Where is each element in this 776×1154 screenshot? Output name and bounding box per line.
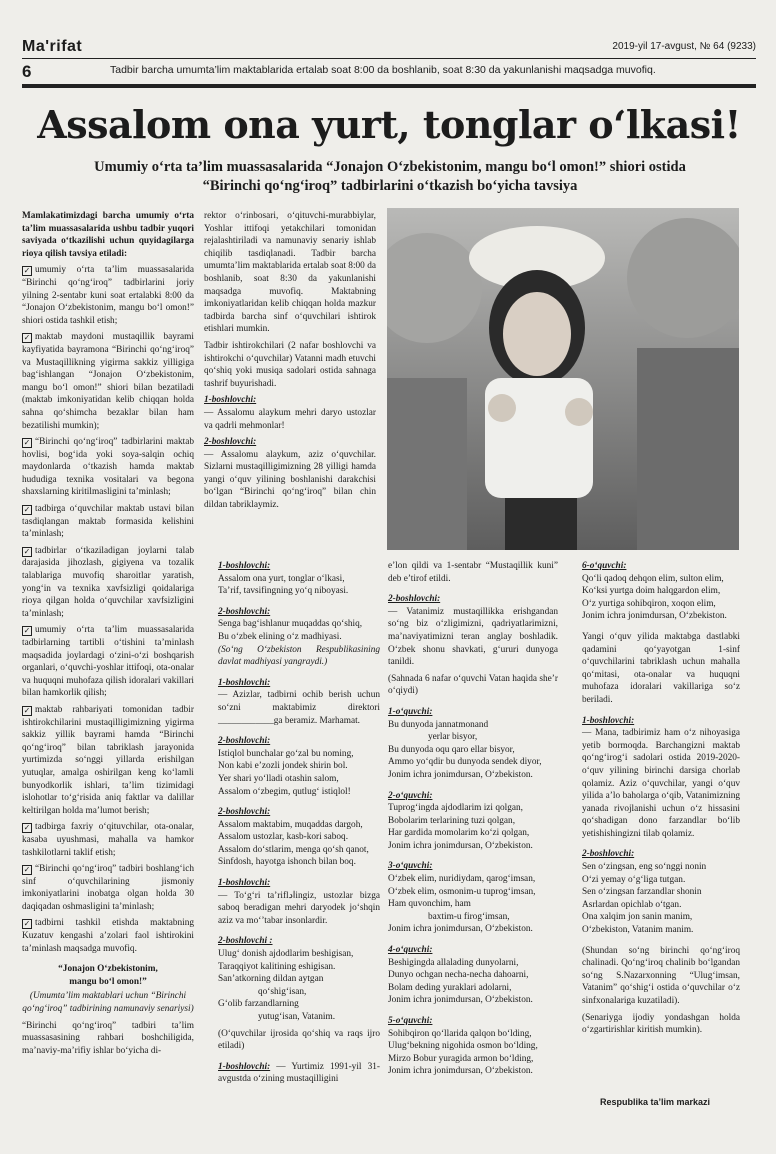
list-item-text: “Birinchi qo‘ng‘iroq” tadbiri boshlang‘ich sinf o‘quvchilarining jismoniy imkoniyatlarini inobatga olgan holda 30 daqiqadan oshmasligini ta’minlash;	[22, 864, 194, 912]
masthead-rule	[22, 58, 756, 59]
checkbox-icon: ✓	[23, 333, 31, 343]
paragraph: rektor o‘rinbosari, o‘qituvchi-murabbiylar, Yoshlar ittifoqi yetakchilari tomonidan rejalashtiriladi va namunaviy senariy ishlab chiqilib tasdiqlanadi. Tadbir barcha umumta’lim maktablarida ertalab soat 8:00 da boshlanib, soat 8:30 da yakunlanishi maqsadga muvofiq. Maktabning imkoniyatlaridan kelib chiqqan holda mazkur tadbirda barcha sinf o‘quvchilari ishtirok etishlari mumkin.	[204, 211, 376, 335]
speaker-heading: 2-boshlovchi:	[218, 606, 271, 617]
column-1	[22, 210, 194, 1061]
list-item-text: tadbirga o‘quvchilar maktab ustavi bilan tasdiqlangan maktab formasida kelishini ta’minlash;	[22, 504, 194, 540]
verse: O‘zbek elim, nuridiydam, qarog‘imsan, O‘zbek elim, osmonim-u tuprog‘imsan, Ham quvonchim, ham baxtim-u firog‘imsan, Jonim ichra jonimdursan, O‘zbekiston.	[388, 874, 536, 935]
subtitle-line-1: Umumiy o‘rta ta’lim muassasalarida “Jonajon O‘zbekistonim, mangu bo‘l omon!” shiori ostida	[94, 159, 686, 175]
scenario-subtitle: (Umumta’lim maktablari uchun “Birinchi qo‘ng‘iroq” tadbirining namunaviy senariysi)	[22, 991, 194, 1015]
speaker-heading: 2-boshlovchi:	[388, 594, 441, 605]
scenario-title-1: “Jonajon O‘zbekistonim,	[58, 964, 158, 975]
checkbox-icon: ✓	[23, 626, 31, 636]
masthead	[22, 38, 756, 58]
checkbox-icon: ✓	[23, 266, 31, 276]
paragraph: — Azizlar, tadbirni ochib berish uchun so‘zni maktabimiz direktori ____________ga beramiz. Marhamat.	[218, 690, 380, 726]
list-item-text: tadbirlar o‘tkaziladigan joylarni talab darajasida jihozlash, gigiyena va tozalik talablariga muvofiq sharoitlar yaratish, yong‘in va texnika xavfsizligi qoidalariga rioya qilgan holda o‘quvchilar xavfsizligini ta’minlash;	[22, 545, 194, 619]
list-item-text: tadbirga faxriy o‘qituvchilar, ota-onalar, kasaba uyushmasi, mahalla va hamkor tashkilotlarni taklif etish;	[22, 822, 194, 858]
verse: Assalom ona yurt, tonglar o‘lkasi, Ta’rif, tavsifingning yo‘q niboyasi.	[218, 573, 349, 597]
speaker-heading: 2-boshlovchi:	[218, 807, 271, 818]
speaker-heading: 1-boshlovchi:	[204, 395, 257, 406]
stage-note: (O‘quvchilar ijrosida qo‘shiq va raqs ijro etiladi)	[218, 1028, 380, 1052]
verse: Tuprog‘ingda ajdodlarim izi qolgan, Bobolarim terlarining tuzi qolgan, Har gardida momolarim ko‘zi qolgan, Jonim ichra jonimdursan, O‘zbekiston.	[388, 803, 533, 851]
stage-note: (Sahnada 6 nafar o‘quvchi Vatan haqida she’r o‘qiydi)	[388, 673, 558, 697]
list-item	[22, 704, 194, 817]
list-item	[22, 545, 194, 621]
list-item	[22, 917, 194, 955]
checkbox-icon: ✓	[23, 823, 31, 833]
article-credit: Respublika ta’lim markazi	[600, 1097, 711, 1107]
checkbox-icon: ✓	[23, 705, 31, 715]
verse: Qo‘li qadoq dehqon elim, sulton elim, Ko‘ksi yurtga doim halqgardon elim, O‘z yurtiga sohibqiron, xoqon elim, Jonim ichra jonimdursan, O‘zbekiston.	[582, 573, 727, 622]
paragraph: Tadbir ishtirokchilari (2 nafar boshlovchi va ishtirokchi o‘quvchilar) Vatanni madh etuvchi qo‘shiq yoki musiqa sadolari ostida sahnaga tashrif buyurishadi.	[204, 340, 376, 389]
scenario-text: “Birinchi qo‘ng‘iroq” tadbiri ta’lim muassasasining rahbari boshchiligida, ma’naviy-ma’rifiy ishlar bo‘yicha di-	[22, 1020, 194, 1056]
photo-illustration	[387, 208, 739, 550]
speaker-heading: 2-boshlovchi:	[582, 849, 635, 860]
list-item	[22, 624, 194, 700]
speaker-heading: 4-o‘quvchi:	[388, 945, 433, 956]
checkbox-icon: ✓	[23, 438, 31, 448]
newspaper-logo: Ma'rifat	[22, 38, 83, 55]
speaker-heading: 6-o‘quvchi:	[582, 561, 627, 571]
column-4	[582, 560, 740, 1041]
list-item-text: umumiy o‘rta ta’lim muassasalarida tadbirlarning tartibli o‘tishini ta’minlash maqsadida joylardagi o‘zini-o‘zi boshqarish organlari, o‘quvchi-yoshlar ittifoqi, ota-onalar va huquqni muhofaza qilish idoralari vakillari bilan hamkorlik qilish;	[22, 625, 194, 699]
checkbox-icon: ✓	[23, 546, 31, 556]
verse: Assalom maktabim, muqaddas dargoh, Assalom ustozlar, kasb-kori saboq. Assalom do‘stlarim, menga qo‘sh qanot, Sinfdosh, hayotga ishonch bilan boq.	[218, 819, 369, 868]
speaker-heading: 2-boshlovchi:	[204, 437, 257, 448]
top-rule	[22, 84, 756, 88]
verse: Sohibqiron qo‘llarida qalqon bo‘lding, Ulug‘bekning nigohida osmon bo‘lding, Mirzo Bobur yuragida armon bo‘lding, Jonim ichra jonimdursan, O‘zbekiston.	[388, 1028, 538, 1077]
speaker-heading: 1-boshlovchi:	[218, 677, 271, 688]
speaker-heading: 5-o‘quvchi:	[388, 1016, 433, 1026]
paragraph: Yangi o‘quv yilida maktabga dastlabki qadamini qo‘yayotgan 1-sinf o‘quvchilarini tabriklash uchun mahalla qo‘mitasi, ota-onalar va huquqni muhofaza idoralari vakillariga so‘z beriladi.	[582, 631, 740, 705]
list-item-text: umumiy o‘rta ta’lim muassasalarida “Birinchi qo‘ng‘iroq” tadbirlarini joriy yilning 2-sentabr kuni soat ertalabki 8:00 da “Jonajon O‘zbekistonim, mangu bo‘l omon!” shiori ostida tashkil etish;	[22, 265, 194, 326]
list-item-text: maktab rahbariyati tomonidan tadbir ishtirokchilarini mustaqilligimizning yigirma sakkiz yillik bayrami hamda “Birinchi qo‘ng‘iroq” bilan tabriklash jarayonida yurtimizda so‘nggi yillarda erishilgan yutuqlar, amalga oshirilgan keng ko‘lamli bunyodkorlik ishlari, ta’lim tizimidagi islohotlar to‘g‘risida aniq faktlar va dalillar keltirilgan holda ma’lumot berish;	[22, 704, 194, 816]
stage-note: (So‘ng O‘zbekiston Respublikasining davlat madhiyasi yangraydi.)	[218, 644, 380, 668]
list-item	[22, 863, 194, 913]
paragraph: 1-boshlovchi: — Yurtimiz 1991-yil 31-avgustda o‘zining mustaqilligini	[218, 1061, 380, 1085]
verse: Beshigingda allalading dunyolarni, Dunyo ochgan necha-necha dahoarni, Bolam deding yuraklari adolarni, Jonim ichra jonimdursan, O‘zbekiston.	[388, 957, 533, 1006]
stage-note: (Shundan so‘ng birinchi qo‘ng‘iroq chalinadi. Qo‘ng‘iroq chalinib bo‘lgandan so‘ng S.Nazarxonning “Ulug‘imsan, Vatanim” qo‘shig‘i ostida o‘quvchilar o‘z sinfxonalariga kuzatiladi).	[582, 945, 740, 1006]
column-2-bottom	[218, 560, 380, 1090]
list-item-text: tadbirni tashkil etishda maktabning Kuzatuv kengashi a’zolari faol ishtirokini ta’minlash maqsadga muvofiq.	[22, 918, 194, 954]
verse: Sen o‘zingsan, eng so‘nggi nonin O‘zi yemay o‘g‘liga tutgan. Sen o‘zingsan farzandlar shonin Asrlardan opichlab o‘tgan. Ona xalqim jon sanin manim, O‘zbekiston, Vatanim manim.	[582, 862, 707, 936]
list-item-text: maktab maydoni mustaqillik bayrami kayfiyatida bayramona “Birinchi qo‘ng‘iroq” va Mustaqillikning yigirma sakkiz yilligiga bag‘ishlangan “Jonajon O‘zbekistonim, mangu bo‘l omon!” shiori bilan bezatiladi (maktab imkoniyatidan kelib chiqqan holda sahna qo‘shimcha bezaklar bilan ham bezatilishi mumkin);	[22, 332, 194, 431]
article-title: Assalom ona yurt, tonglar o‘lkasi!	[37, 102, 741, 147]
page-number: 6	[22, 62, 32, 81]
issue-info: 2019-yil 17-avgust, № 64 (9233)	[612, 41, 756, 52]
speaker-heading: 3-o‘quvchi:	[388, 861, 433, 872]
list-item	[22, 821, 194, 859]
verse: Ulug‘ donish ajdodlarim beshigisan, Taraqqiyot kalitining eshigisan. San’atkorning dildan aytgan qo‘shig‘isan, G‘olib farzandlarning yutug‘isan, Vatanim.	[218, 949, 354, 1022]
speaker-heading: 1-boshlovchi:	[218, 878, 271, 889]
list-item	[22, 503, 194, 541]
article-photo	[387, 208, 739, 550]
list-item	[22, 264, 194, 327]
paragraph: — Vatanimiz mustaqillikka erishgandan so‘ng biz o‘zligimizni, qadriyatlarimizni, ma’naviyatimizni teran anglay boshladik. O‘zbek shonu shavkati, g‘ururi dunyoga tanildi.	[388, 606, 558, 668]
speaker-heading: 2-o‘quvchi:	[388, 790, 433, 801]
stage-note: (Senariyga ijodiy yondashgan holda o‘zgartirishlar kiritish mumkin).	[582, 1012, 740, 1036]
speaker-heading: 2-boshlovchi :	[218, 936, 273, 947]
list-item-text: “Birinchi qo‘ng‘iroq” tadbirlarini maktab hovlisi, bog‘ida yoki soya-salqin ochiq maydonlarda o‘tkazish hamda maktab hududiga texnika vositalari va begona shaxslarning kiritilmasligini ta’minlash;	[22, 437, 194, 498]
speaker-heading: 1-boshlovchi:	[218, 561, 271, 571]
speaker-heading: 1-boshlovchi:	[582, 715, 635, 726]
checkbox-icon: ✓	[23, 919, 31, 929]
verse: Bu dunyoda jannatmonand yerlar bisyor, Bu dunyoda oqu qaro ellar bisyor, Ammo yo‘qdir bu dunyoda sendek diyor, Jonim ichra jonimdursan, O‘zbekiston.	[388, 719, 542, 780]
verse: Istiqlol bunchalar go‘zal bu noming, Non kabi e’zozli jondek shirin bol. Yer shari yo‘lladi otashin salom, Assalom o‘zbegim, qutlug‘ istiqlol!	[218, 748, 354, 797]
paragraph: — Assalomu alaykum, aziz o‘quvchilar. Sizlarni mustaqilligimizning 28 yilligi hamda yangi o‘quv yilining boshlanishi darakchisi bo‘lgan “Birinchi qo‘ng‘iroq” bilan chin dildan tabriklaymiz.	[204, 449, 376, 511]
paragraph: — Assalomu alaykum mehri daryo ustozlar va qadrli mehmonlar!	[204, 407, 376, 431]
column-3	[388, 560, 558, 1082]
ticker-text: Tadbir barcha umumta’lim maktablarida ertalab soat 8:00 da boshlanib, soat 8:30 da yakunlanishi maqsadga muvofiq.	[110, 64, 656, 76]
checkbox-icon: ✓	[23, 865, 31, 875]
column-2-top	[204, 210, 376, 516]
list-item	[22, 331, 194, 432]
subtitle-line-2: “Birinchi qo‘ng‘iroq” tadbirlarini o‘tkazish bo‘yicha tavsiya	[202, 178, 578, 194]
scenario-title-2: mangu bo‘l omon!”	[69, 976, 147, 987]
list-item	[22, 436, 194, 499]
paragraph: e’lon qildi va 1-sentabr “Mustaqillik kuni” deb e’tirof etildi.	[388, 561, 558, 584]
checkbox-icon: ✓	[23, 505, 31, 515]
speaker-heading: 2-boshlovchi:	[218, 736, 271, 747]
article-subtitle	[40, 158, 740, 196]
speaker-heading: 1-o‘quvchi:	[388, 706, 433, 717]
verse: Senga bag‘ishlanur muqaddas qo‘shiq, Bu o‘zbek elining o‘z madhiyasi.	[218, 619, 363, 642]
paragraph: — Mana, tadbirimiz ham o‘z nihoyasiga yetib bormoqda. Barchangizni maktab qo‘ng‘irog‘i sadolari ostida 2019-2020-o‘quv yilining birinchi darsiga chorlab qolamiz. Aziz o‘quvchilar, yangi o‘quv yilida a’lo baholarga o‘qib, Vatanimizning yanada rivojlanishi uchun o‘z hissasini qo‘shadigan dono farzandlar bo‘lib yetishishingizni tilab qolamiz.	[582, 728, 740, 839]
lead-paragraph: Mamlakatimizdagi barcha umumiy o‘rta ta’lim muassasalarida ushbu tadbir yuqori saviyada o‘tkazilishi uchun quyidagilarga rioya qilish tavsiya etiladi:	[22, 211, 194, 259]
paragraph: — To‘g‘ri ta’riflادingiz, ustozlar bizga saboq beradigan mehri daryodek jo‘shqin aziz va mo‘’tabar insonlardir.	[218, 890, 380, 926]
